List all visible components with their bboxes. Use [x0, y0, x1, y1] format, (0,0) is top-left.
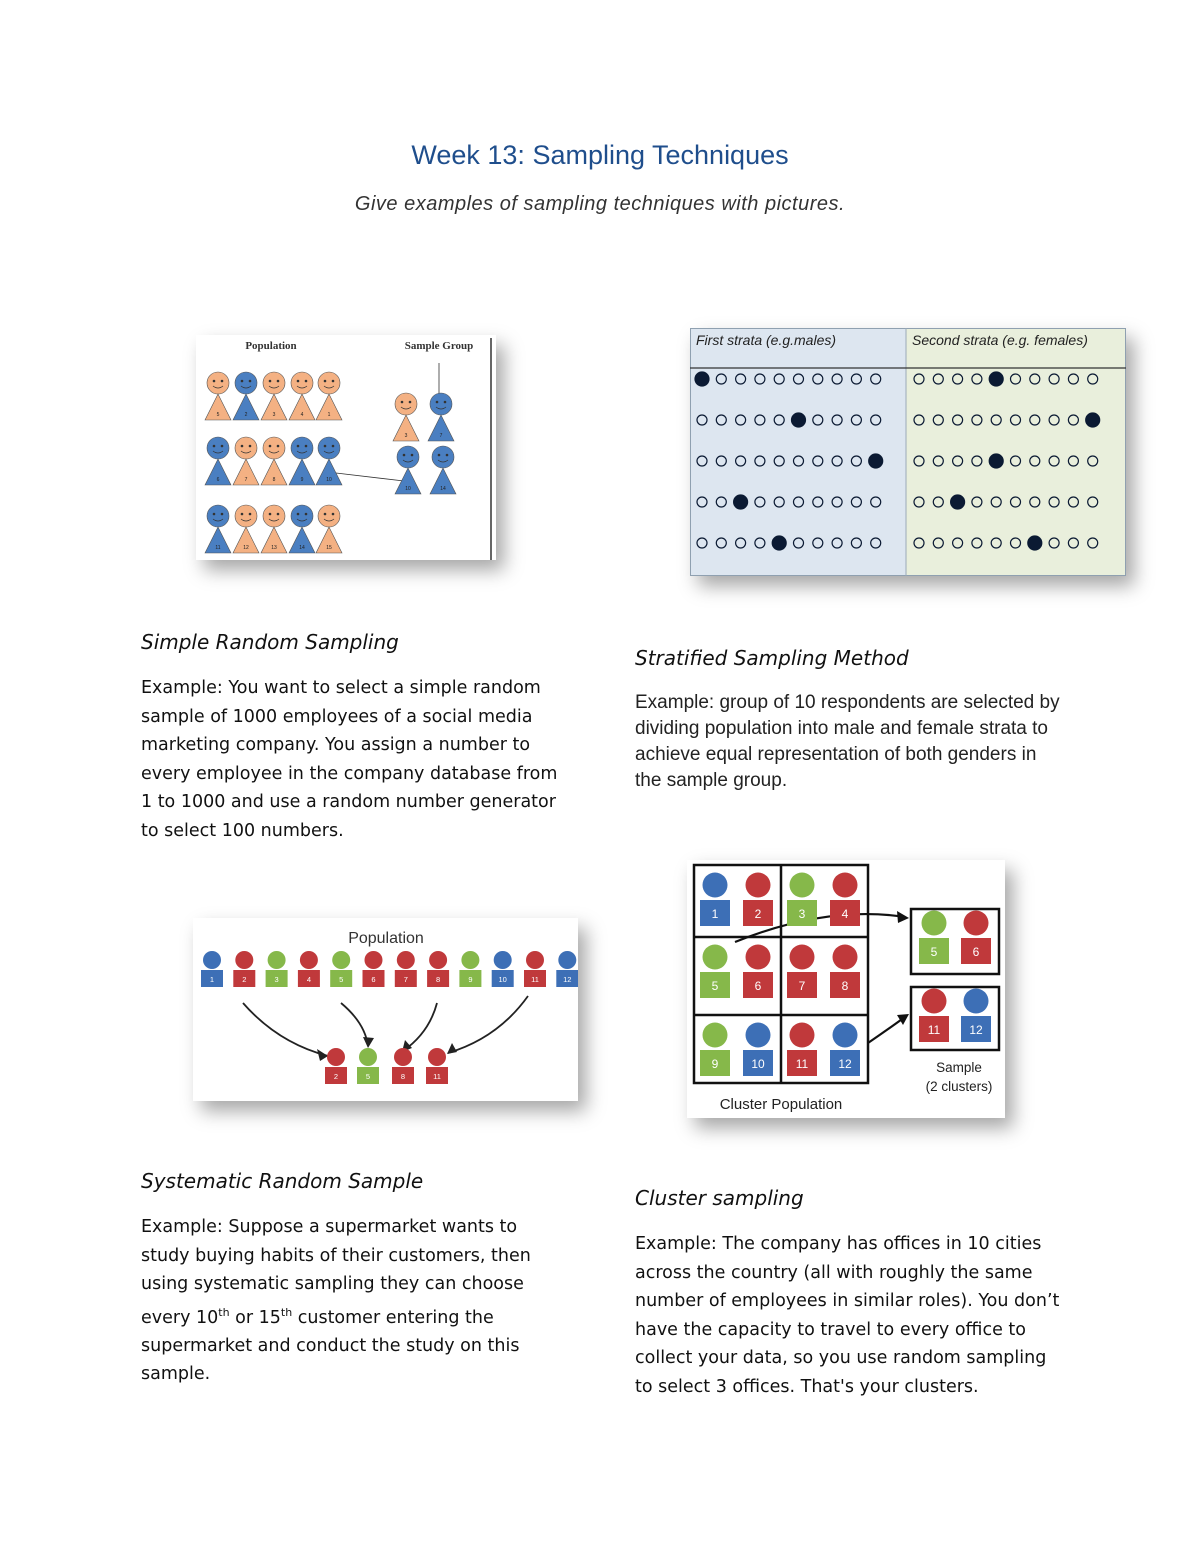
- person-number: 8: [841, 979, 849, 993]
- stratified-figure: [690, 328, 1126, 576]
- connector-line: [336, 473, 404, 481]
- person-number: 2: [244, 412, 248, 418]
- cluster-person: [700, 945, 730, 999]
- population-person: [316, 505, 342, 553]
- person-number: 7: [403, 975, 408, 984]
- stratified-body: Example: group of 10 respondents are selected by dividing population into male and female strata to achieve equal representation of both genders in the sample group.: [635, 692, 1060, 791]
- person-number: 5: [930, 945, 938, 959]
- person-number: 13: [271, 545, 277, 551]
- page-subtitle: Give examples of sampling techniques with pictures.: [354, 193, 846, 215]
- cluster-diagram: [687, 860, 1005, 1118]
- person-number: 10: [326, 477, 332, 483]
- population-person: [205, 505, 231, 553]
- person-number: 11: [215, 545, 221, 551]
- cluster-body: Example: The company has offices in 10 cities across the country (all with roughly the same number of employees in similar roles). You don’t have the capacity to travel to every office to collect your data, so you use random sampling to select 3 offices. That's your clusters.: [635, 1234, 1060, 1397]
- systematic-figure: [193, 918, 578, 1101]
- person-number: 14: [440, 486, 446, 492]
- person-number: 9: [300, 477, 304, 483]
- sample-person: [393, 393, 419, 441]
- population-person: [205, 372, 231, 420]
- first-strata-label: First strata (e.g.males): [696, 332, 837, 348]
- person-number: 1: [327, 412, 331, 418]
- person-number: 6: [972, 945, 980, 959]
- second-strata-panel: [906, 328, 1126, 576]
- sample-person: [357, 1048, 379, 1084]
- population-label: Population: [245, 340, 297, 352]
- population-person: [289, 437, 315, 485]
- population-person: [233, 372, 259, 420]
- population-person: [459, 951, 481, 987]
- cluster-person: [787, 945, 817, 999]
- population-person: [233, 437, 259, 485]
- person-number: 6: [216, 477, 220, 483]
- second-strata-selected-dot: [951, 495, 965, 509]
- sample-person: [426, 1048, 448, 1084]
- first-strata-selected-dot: [792, 413, 806, 427]
- person-number: 9: [711, 1057, 719, 1071]
- systematic-body: Example: Suppose a supermarket wants to study buying habits of their customers, then using systematic sampling they can choose every 10th or 15th customer entering the supermarket and conduct the study on this sample.: [141, 1217, 531, 1385]
- sample-person: [961, 989, 991, 1043]
- person-number: 5: [216, 412, 220, 418]
- selection-arrow: [868, 1017, 905, 1043]
- person-number: 12: [243, 545, 249, 551]
- population-person: [524, 951, 546, 987]
- person-number: 7: [244, 477, 248, 483]
- population-person: [330, 951, 352, 987]
- population-person: [363, 951, 385, 987]
- sample-person: [919, 989, 949, 1043]
- sample-person: [961, 911, 991, 965]
- cluster-population-label: Cluster Population: [719, 1096, 843, 1113]
- cluster-person: [743, 873, 773, 927]
- sample-person: [392, 1048, 414, 1084]
- population-person: [233, 951, 255, 987]
- person-number: 9: [468, 975, 473, 984]
- person-number: 3: [274, 975, 279, 984]
- cluster-person: [700, 873, 730, 927]
- person-number: 4: [306, 975, 311, 984]
- person-number: 1: [711, 907, 719, 921]
- simple-random-diagram: [196, 335, 496, 560]
- person-number: 11: [531, 975, 539, 984]
- selection-arrows: [243, 996, 528, 1061]
- population-person: [205, 437, 231, 485]
- population-person: [316, 372, 342, 420]
- person-number: 3: [404, 433, 408, 439]
- population-person: [261, 372, 287, 420]
- person-number: 4: [841, 907, 849, 921]
- person-number: 12: [563, 975, 572, 984]
- population-person: [427, 951, 449, 987]
- population-label: Population: [348, 930, 424, 947]
- person-number: 10: [751, 1057, 765, 1071]
- person-number: 5: [339, 975, 344, 984]
- simple-random-figure: [196, 335, 496, 560]
- person-number: 7: [798, 979, 806, 993]
- sample-person: [428, 393, 454, 441]
- person-number: 6: [754, 979, 762, 993]
- systematic-diagram: [193, 918, 578, 1101]
- population-person: [298, 951, 320, 987]
- simple-random-body: Example: You want to select a simple random sample of 1000 employees of a social media marketing company. You assign a number to every employee in the company database from 1 to 1000 and use a random number generator to select 100 numbers.: [141, 678, 558, 841]
- cluster-person: [787, 1023, 817, 1077]
- person-number: 2: [754, 907, 762, 921]
- sample-label: Sample: [936, 1060, 982, 1075]
- page-title: Week 13: Sampling Techniques: [411, 140, 789, 170]
- person-number: 12: [838, 1057, 852, 1071]
- second-strata-selected-dot: [989, 454, 1003, 468]
- person-number: 11: [795, 1057, 809, 1071]
- person-number: 3: [272, 412, 276, 418]
- second-strata-selected-dot: [1028, 536, 1042, 550]
- cluster-person: [830, 945, 860, 999]
- person-number: 10: [498, 975, 507, 984]
- person-number: 1: [209, 975, 215, 984]
- person-number: 7: [439, 433, 443, 439]
- stratified-diagram: [690, 328, 1126, 576]
- second-strata-selected-dot: [1086, 413, 1100, 427]
- population-person: [233, 505, 259, 553]
- sample-person: [325, 1048, 347, 1084]
- cluster-figure: [687, 860, 1005, 1118]
- population-person: [556, 951, 578, 987]
- cluster-person: [743, 945, 773, 999]
- person-number: 5: [711, 979, 719, 993]
- cluster-person: [743, 1023, 773, 1077]
- second-strata-label: Second strata (e.g. females): [912, 332, 1088, 348]
- population-person: [289, 505, 315, 553]
- first-strata-selected-dot: [695, 372, 709, 386]
- systematic-heading: Systematic Random Sample: [141, 1169, 424, 1193]
- person-number: 8: [400, 1072, 406, 1081]
- person-number: 2: [242, 975, 247, 984]
- second-strata-selected-dot: [989, 372, 1003, 386]
- population-person: [289, 372, 315, 420]
- person-number: 11: [927, 1023, 941, 1037]
- population-person: [492, 951, 514, 987]
- population-person: [266, 951, 288, 987]
- first-strata-selected-dot: [734, 495, 748, 509]
- cluster-person: [830, 873, 860, 927]
- cluster-person: [700, 1023, 730, 1077]
- simple-random-heading: Simple Random Sampling: [141, 630, 399, 654]
- first-strata-selected-dot: [869, 454, 883, 468]
- cluster-person: [830, 1023, 860, 1077]
- person-number: 10: [405, 486, 411, 492]
- population-person: [261, 505, 287, 553]
- sample-person: [395, 446, 421, 494]
- person-number: 12: [969, 1023, 983, 1037]
- population-person: [316, 437, 342, 485]
- person-number: 6: [371, 975, 376, 984]
- person-number: 4: [300, 412, 304, 418]
- sample-person: [430, 446, 456, 494]
- person-number: 5: [365, 1072, 371, 1081]
- person-number: 2: [333, 1072, 339, 1081]
- person-number: 8: [436, 975, 441, 984]
- person-number: 3: [798, 907, 806, 921]
- sample-sub-label: (2 clusters): [925, 1079, 993, 1094]
- stratified-heading: Stratified Sampling Method: [635, 646, 909, 670]
- sample-group-label: Sample Group: [404, 340, 474, 352]
- person-number: 15: [326, 545, 332, 551]
- population-person: [261, 437, 287, 485]
- cluster-heading: Cluster sampling: [635, 1186, 804, 1210]
- person-number: 14: [299, 545, 305, 551]
- first-strata-selected-dot: [772, 536, 786, 550]
- population-person: [395, 951, 417, 987]
- population-person: [201, 951, 223, 987]
- cluster-person: [787, 873, 817, 927]
- sample-person: [919, 911, 949, 965]
- person-number: 8: [272, 477, 276, 483]
- person-number: 11: [433, 1072, 441, 1081]
